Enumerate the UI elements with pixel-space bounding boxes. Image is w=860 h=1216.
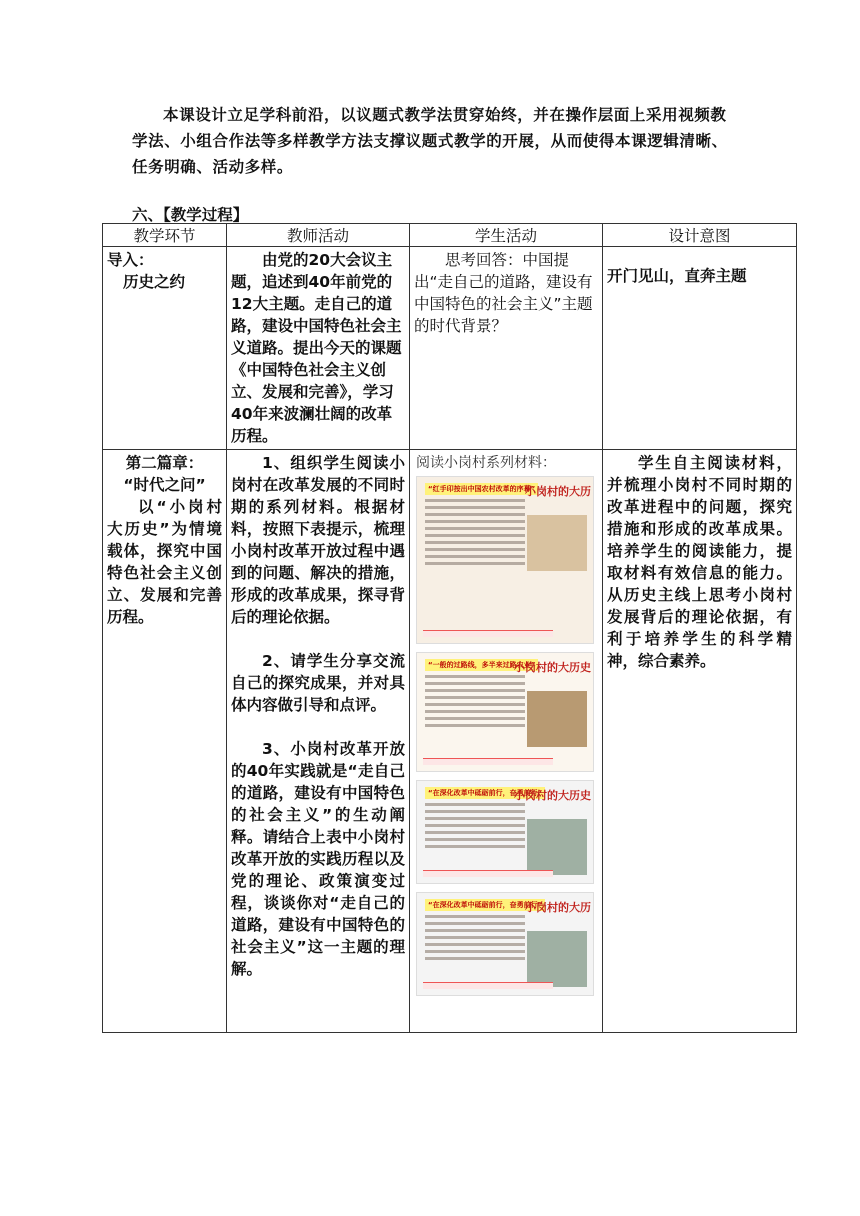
thumbnail-tag: “一般的过路线，多半来过路农业” [425,659,538,671]
header-student: 学生活动 [410,224,603,247]
teaching-process-table [102,223,797,1033]
intro-paragraph: 本课设计立足学科前沿，以议题式教学法贯穿始终，并在操作层面上采用视频教学法、小组合作法等多样教学方法支撑议题式教学的开展，从而使得本课逻辑清晰、任务明确、活动多样。 [132,106,728,176]
stage-cell [103,450,227,1033]
thumbnail-title: 小岗村的大历 [525,485,591,498]
teacher-step-2: 2、请学生分享交流自己的探究成果，并对具体内容做引导和点评。 [231,652,405,714]
thumbnail-tag: “红手印按出中国农村改革的序幕” [425,483,538,495]
stage-cell [103,247,227,450]
teacher-step-3: 3、小岗村改革开放的40年实践就是“走自己的道路，建设有中国特色的社会主义”的生动阐释。请结合上表中小岗村改革开放的实践历程以及党的理论、政策演变过程，谈谈你对“走自己的道路，建设有中国特色的社会主义”这一主题的理解。 [231,740,405,978]
student-cell [410,247,603,450]
teacher-cell [227,450,410,1033]
intent-text: 开门见山，直奔主题 [607,266,747,285]
material-thumbnail [416,476,594,644]
stage-label: 第二篇章： [125,454,204,472]
student-text: 思考回答：中国提出“走自己的道路，建设有中国特色的社会主义”主题的时代背景？ [414,251,593,335]
material-thumbnail [416,892,594,996]
section-title: 六、【教学过程】 [132,206,249,224]
stage-label: 导入： [107,251,154,269]
thumbnail-title: 小岗村的大历 [525,901,591,914]
header-intent: 设计意图 [603,224,797,247]
intent-cell [603,247,797,450]
table-row [103,450,797,1033]
table-header-row [103,224,797,247]
teacher-cell [227,247,410,450]
stage-description: 以“小岗村大历史”为情境载体，探究中国特色社会主义创立、发展和完善历程。 [107,498,222,626]
header-stage: 教学环节 [103,224,227,247]
header-teacher: 教师活动 [227,224,410,247]
intro-section [132,102,732,180]
stage-name: “时代之问” [123,476,206,494]
stage-name: 历史之约 [123,273,186,291]
intent-text: 学生自主阅读材料，并梳理小岗村不同时期的改革进程中的问题，探究措施和形成的改革成果。培养学生的阅读能力，提取材料有效信息的能力。从历史主线上思考小岗村发展背后的理论依据，有利于培养学生的科学精神，综合素养。 [607,454,792,670]
teacher-step-1: 1、组织学生阅读小岗村在改革发展的不同时期的系列材料。根据材料，按照下表提示，梳理小岗村改革开放过程中遇到的问题、解决的措施，形成的改革成果，探寻背后的理论依据。 [231,454,405,626]
thumbnail-title: 小岗村的大历史 [514,661,591,674]
thumbnail-tag: “在深化改革中砥砺前行，奋勇前行” [425,787,545,799]
student-material-label: 阅读小岗村系列材料： [416,455,556,471]
thumbnail-title: 小岗村的大历史 [514,789,591,802]
intent-cell [603,450,797,1033]
thumbnail-tag: “在深化改革中砥砺前行，奋勇前行” [425,899,545,911]
material-thumbnail [416,780,594,884]
teacher-text: 由党的20大会议主题，追述到40年前党的12大主题。走自己的道路，建设中国特色社会主义道路。提出今天的课题《中国特色社会主义创立、发展和完善》，学习40年来波澜壮阔的改革历程。 [231,251,402,445]
material-thumbnail [416,652,594,772]
table-row [103,247,797,450]
student-cell [410,450,603,1033]
